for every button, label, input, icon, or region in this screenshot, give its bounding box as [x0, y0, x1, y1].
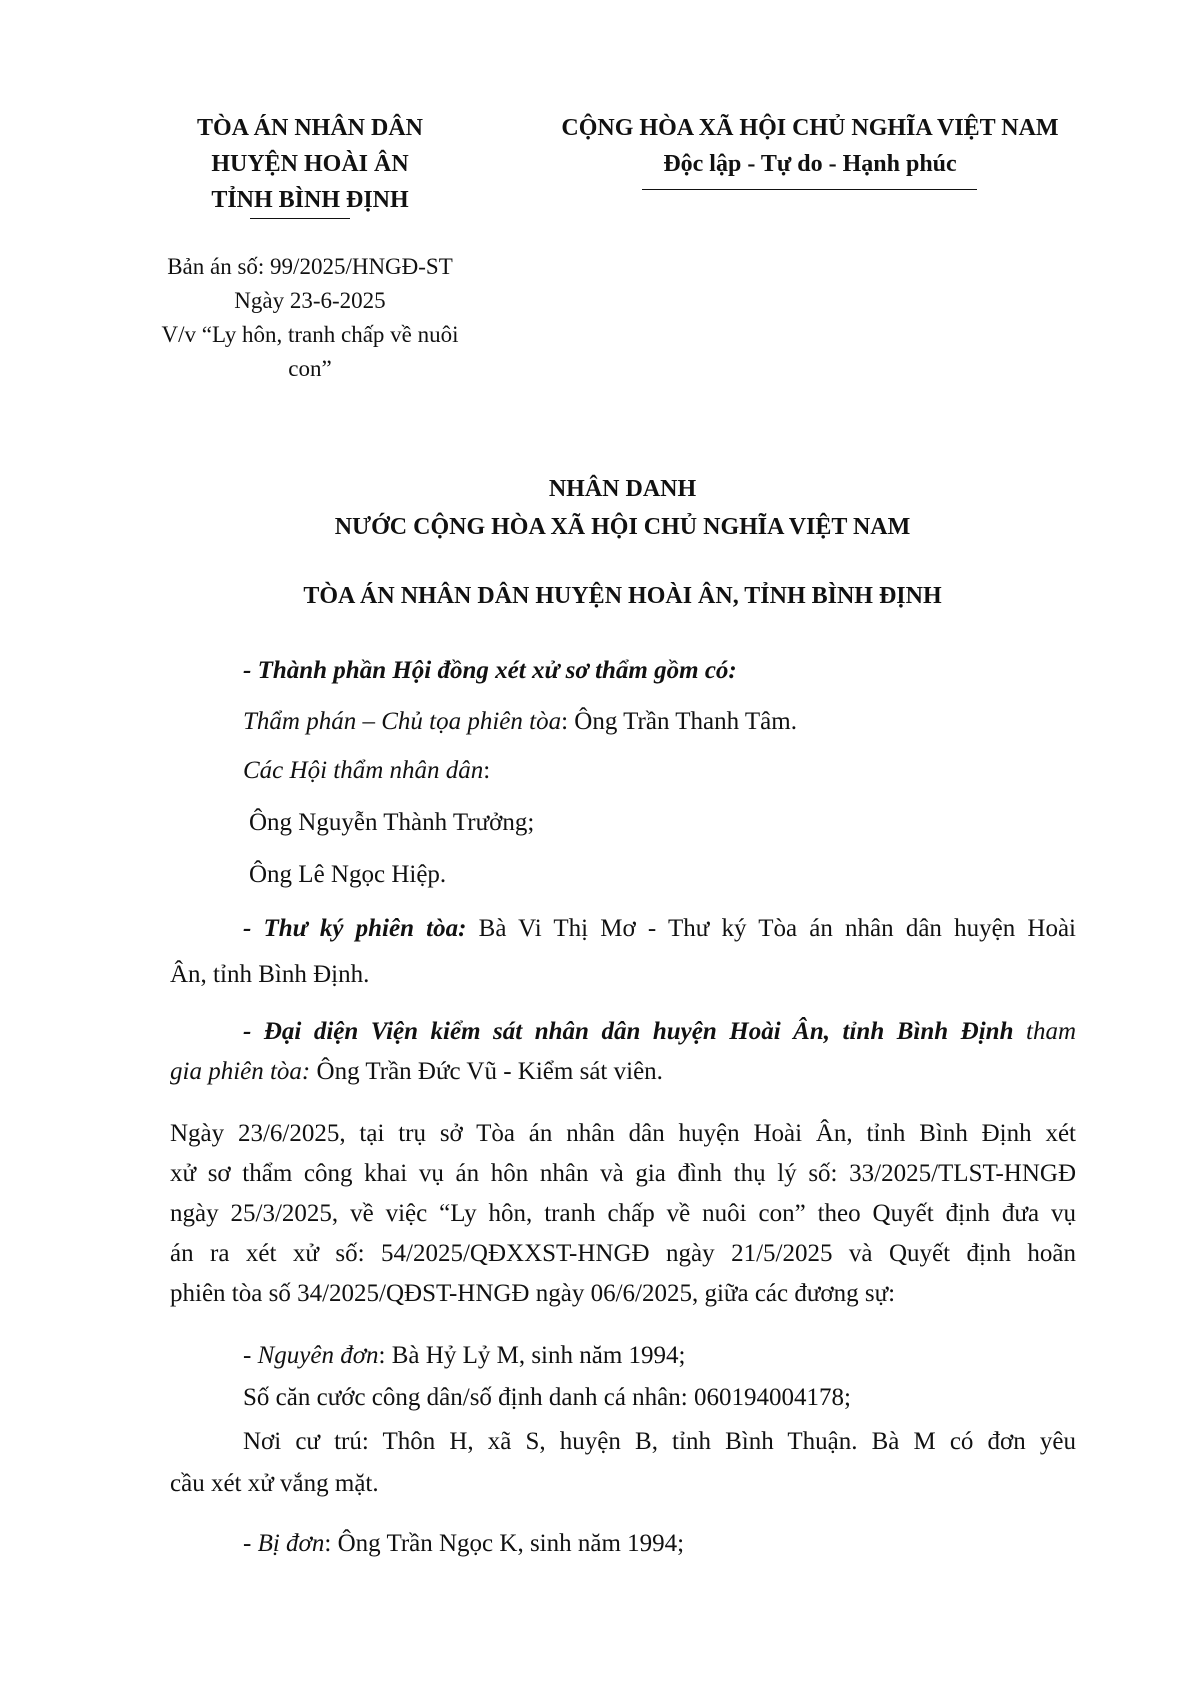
national-motto: Độc lập - Tự do - Hạnh phúc	[663, 151, 957, 177]
judgment-reference	[130, 250, 490, 386]
judgment-number: Bản án số: 99/2025/HNGĐ-ST	[167, 254, 453, 279]
assessors-label: Các Hội thẩm nhân dân	[243, 757, 484, 784]
plaintiff-label: - Nguyên đơn	[243, 1342, 379, 1369]
procuracy-role-label: gia phiên tòa:	[170, 1058, 311, 1085]
court-province-line: TỈNH BÌNH ĐỊNH	[211, 187, 409, 213]
procuracy-line-1	[243, 1018, 1076, 1046]
procuracy-representative: Ông Trần Đức Vũ - Kiểm sát viên.	[310, 1058, 663, 1085]
country-heading: NƯỚC CỘNG HÒA XÃ HỘI CHỦ NGHĨA VIỆT NAM	[334, 514, 911, 540]
trial-paragraph-line: phiên tòa số 34/2025/QĐST-HNGĐ ngày 06/6/2025, giữa các đương sự:	[170, 1280, 896, 1307]
trial-paragraph-line: Ngày 23/6/2025, tại trụ sở Tòa án nhân dân huyện Hoài Ân, tỉnh Bình Định xét	[170, 1120, 1076, 1147]
judgment-subject-line-2: con”	[288, 356, 332, 381]
assessors-colon: :	[483, 757, 491, 784]
defendant-label: - Bị đơn	[243, 1530, 325, 1557]
assessors-line	[243, 757, 490, 785]
defendant-text: : Ông Trần Ngọc K, sinh năm 1994;	[324, 1530, 685, 1557]
trial-paragraph-line: xử sơ thẩm công khai vụ án hôn nhân và gia đình thụ lý số: 33/2025/TLST-HNGĐ	[170, 1160, 1076, 1187]
presiding-judge-line	[243, 708, 797, 736]
presiding-judge-name: : Ông Trần Thanh Tâm.	[561, 708, 797, 735]
trial-paragraph-line: án ra xét xử số: 54/2025/QĐXXST-HNGĐ ngày 21/5/2025 và Quyết định hoãn	[170, 1240, 1076, 1267]
plaintiff-text: : Bà Hỷ Lỷ M, sinh năm 1994;	[378, 1342, 686, 1369]
trial-paragraph-line: ngày 25/3/2025, về việc “Ly hôn, tranh chấp về nuôi con” theo Quyết định đưa vụ	[170, 1200, 1076, 1227]
clerk-line-1	[243, 915, 1076, 943]
judgment-title	[0, 470, 1190, 546]
republic-name: CỘNG HÒA XÃ HỘI CHỦ NGHĨA VIỆT NAM	[561, 115, 1059, 141]
procuracy-label-tail: tham	[1013, 1018, 1076, 1045]
defendant-line	[243, 1530, 684, 1558]
clerk-label: - Thư ký phiên tòa:	[243, 915, 467, 942]
panel-heading: - Thành phần Hội đồng xét xử sơ thẩm gồm có:	[243, 657, 737, 684]
presiding-judge-label: Thẩm phán – Chủ tọa phiên tòa	[243, 708, 562, 735]
court-district-line: HUYỆN HOÀI ÂN	[211, 151, 409, 177]
clerk-text: Bà Vi Thị Mơ - Thư ký Tòa án nhân dân huyện Hoài	[466, 915, 1077, 942]
plaintiff-residence-line-1: Nơi cư trú: Thôn H, xã S, huyện B, tỉnh Bình Thuận. Bà M có đơn yêu	[243, 1428, 1076, 1455]
court-name-block	[150, 110, 470, 218]
court-name-line: TÒA ÁN NHÂN DÂN	[196, 115, 423, 141]
court-underline	[250, 218, 350, 219]
assessor-1: Ông Nguyễn Thành Trưởng;	[249, 809, 535, 836]
plaintiff-line	[243, 1342, 685, 1370]
plaintiff-residence-line-2: cầu xét xử vắng mặt.	[170, 1470, 379, 1497]
judgment-date: Ngày 23-6-2025	[234, 288, 386, 313]
plaintiff-id-line: Số căn cước công dân/số định danh cá nhân: 060194004178;	[243, 1384, 851, 1411]
judgment-subject-line-1: V/v “Ly hôn, tranh chấp về nuôi	[161, 322, 459, 347]
court-full-title: TÒA ÁN NHÂN DÂN HUYỆN HOÀI ÂN, TỈNH BÌNH ĐỊNH	[303, 583, 942, 609]
in-name-heading: NHÂN DANH	[548, 476, 697, 502]
motto-underline	[642, 189, 977, 190]
clerk-line-2: Ân, tỉnh Bình Định.	[170, 961, 370, 988]
republic-header	[530, 110, 1090, 182]
procuracy-label: - Đại diện Viện kiểm sát nhân dân huyện Hoài Ân, tỉnh Bình Định	[243, 1018, 1014, 1045]
procuracy-line-2	[170, 1058, 663, 1086]
assessor-2: Ông Lê Ngọc Hiệp.	[249, 861, 447, 888]
